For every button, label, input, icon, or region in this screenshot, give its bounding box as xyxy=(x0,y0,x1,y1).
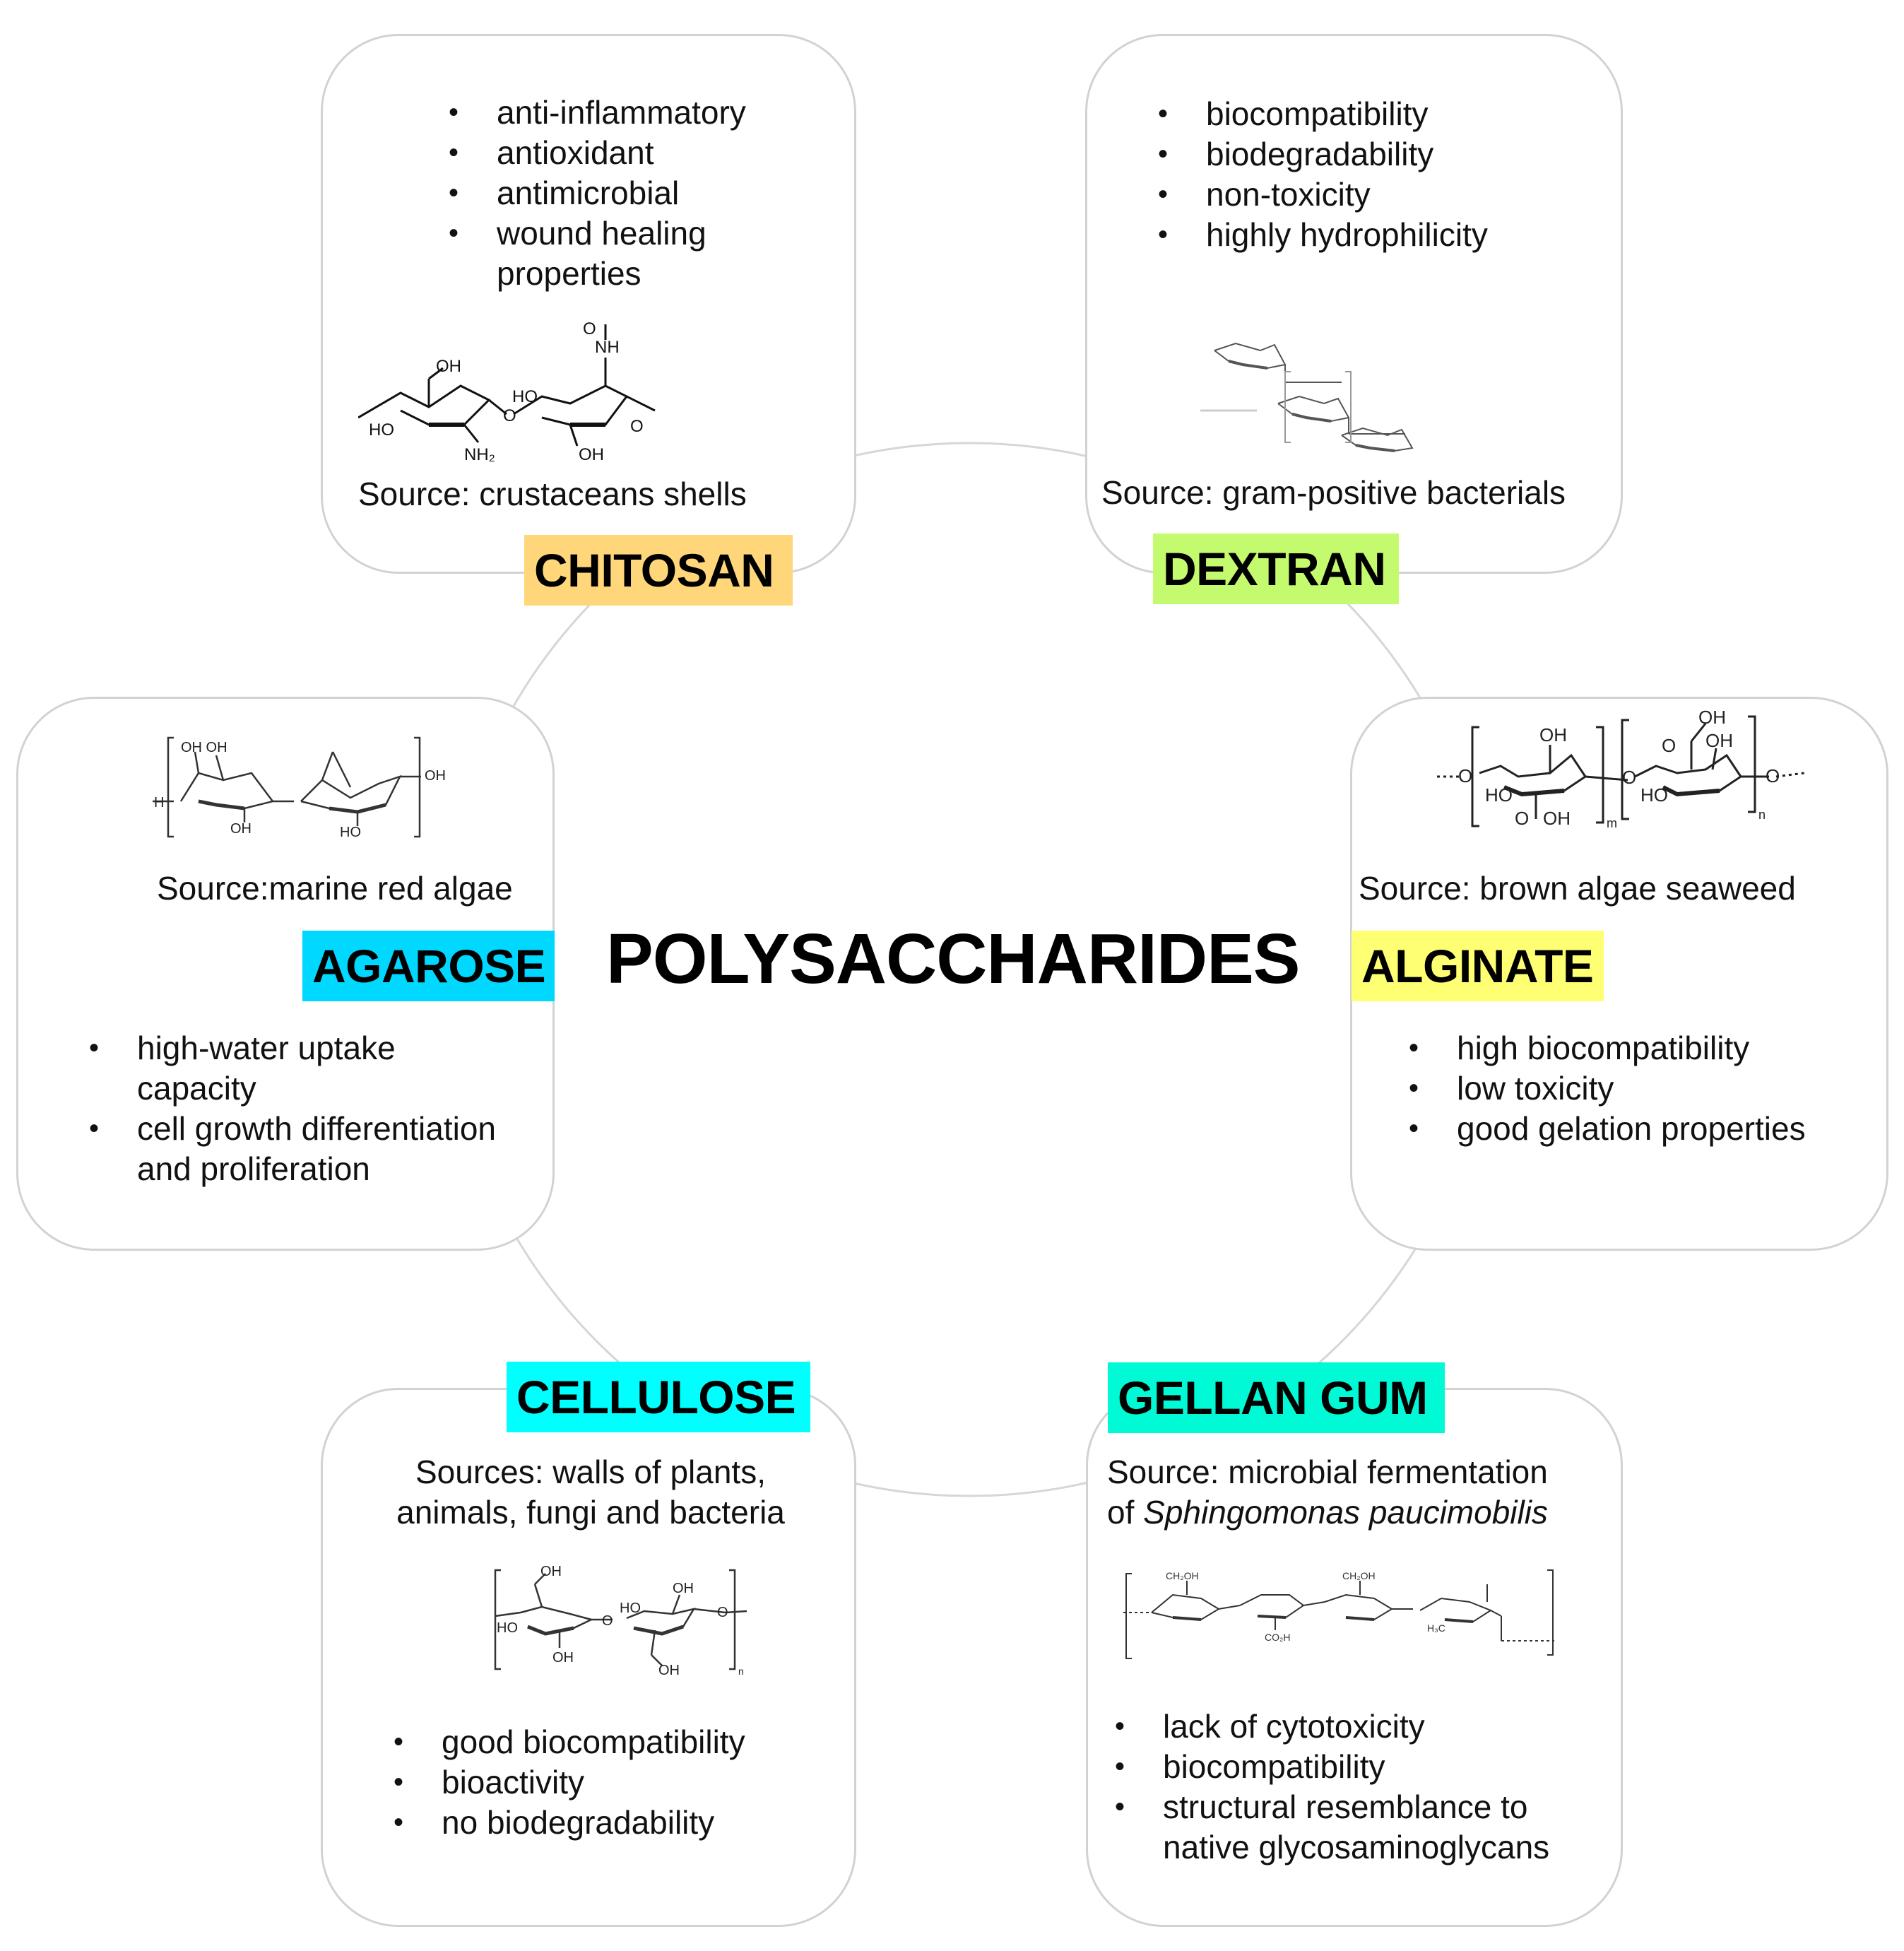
dextran-label[interactable]: DEXTRAN xyxy=(1153,534,1399,604)
alginate-molecule-icon xyxy=(1437,706,1804,830)
chitosan-box xyxy=(321,34,856,574)
property-item: • good biocompatibility xyxy=(394,1722,832,1762)
svg-text:HO: HO xyxy=(340,825,361,840)
property-item: • high-water uptake capacity xyxy=(89,1028,420,1109)
chitosan-molecule-icon xyxy=(358,319,662,467)
svg-text:OH: OH xyxy=(658,1663,680,1676)
svg-text:H: H xyxy=(154,795,165,811)
property-item: • good gelation properties xyxy=(1409,1109,1875,1149)
property-item: • biocompatibility xyxy=(1115,1747,1609,1787)
svg-text:CO₂H: CO₂H xyxy=(1265,1632,1291,1643)
dextran-properties xyxy=(1158,94,1582,255)
svg-text:O: O xyxy=(1622,767,1637,788)
property-item: • antioxidant xyxy=(449,133,830,173)
svg-text:m: m xyxy=(1607,816,1617,830)
property-item: • biocompatibility xyxy=(1158,94,1582,134)
svg-text:O: O xyxy=(630,417,644,436)
property-item: • non-toxicity xyxy=(1158,175,1582,215)
svg-text:OH: OH xyxy=(436,357,461,376)
svg-text:O: O xyxy=(503,406,516,425)
property-item: • high biocompatibility xyxy=(1409,1028,1875,1068)
cellulose-source-line1: Sources: walls of plants, xyxy=(415,1454,766,1490)
agarose-label[interactable]: AGAROSE xyxy=(302,931,555,1001)
property-item: • biodegradability xyxy=(1158,134,1582,175)
chitosan-source: Source: crustaceans shells xyxy=(358,476,747,512)
dextran-source: Source: gram-positive bacterials xyxy=(1101,474,1566,511)
svg-text:HO: HO xyxy=(369,420,394,440)
svg-text:OH: OH xyxy=(1698,707,1726,728)
svg-text:O: O xyxy=(1766,765,1780,786)
svg-text:OH: OH xyxy=(230,821,252,837)
gellan-gum-box xyxy=(1086,1388,1623,1927)
svg-text:OH: OH xyxy=(425,768,446,784)
gellan-gum-species: Sphingomonas paucimobilis xyxy=(1143,1494,1548,1531)
svg-text:O: O xyxy=(583,319,596,338)
alginate-source: Source: brown algae seaweed xyxy=(1359,870,1796,907)
cellulose-properties xyxy=(394,1722,832,1843)
svg-text:OH: OH xyxy=(540,1564,562,1579)
dextran-molecule-icon xyxy=(1200,322,1497,456)
svg-text:O: O xyxy=(1458,765,1473,786)
svg-text:n: n xyxy=(1758,808,1766,822)
chitosan-label[interactable]: CHITOSAN xyxy=(524,535,793,606)
svg-text:n: n xyxy=(738,1666,744,1676)
svg-text:OH: OH xyxy=(552,1650,574,1666)
chitosan-properties xyxy=(449,93,830,294)
property-item: • anti-inflammatory xyxy=(449,93,830,133)
property-item: • lack of cytotoxicity xyxy=(1115,1707,1609,1747)
property-item: • wound healing properties xyxy=(449,213,730,294)
agarose-molecule-icon xyxy=(153,731,456,844)
svg-text:HO: HO xyxy=(1485,784,1513,806)
svg-text:HO: HO xyxy=(497,1620,518,1636)
property-item: • no biodegradability xyxy=(394,1803,832,1843)
svg-text:OH OH: OH OH xyxy=(181,740,227,755)
svg-text:OH: OH xyxy=(579,445,604,464)
svg-text:O: O xyxy=(717,1605,728,1620)
svg-text:OH: OH xyxy=(1539,724,1567,745)
gellan-gum-source-prefix: of xyxy=(1107,1494,1144,1531)
gellan-gum-source-line1: Source: microbial fermentation xyxy=(1107,1454,1548,1490)
svg-text:OH: OH xyxy=(1543,808,1571,829)
svg-text:O: O xyxy=(1662,735,1677,756)
agarose-source: Source:marine red algae xyxy=(157,870,513,907)
gellan-gum-source-line2 xyxy=(1107,1492,1548,1533)
svg-text:OH: OH xyxy=(673,1581,694,1596)
dextran-box xyxy=(1085,34,1623,574)
gellan-gum-label[interactable]: GELLAN GUM xyxy=(1108,1362,1445,1433)
svg-text:CH₂OH: CH₂OH xyxy=(1342,1570,1376,1581)
property-item: • bioactivity xyxy=(394,1762,832,1803)
cellulose-source-line2: animals, fungi and bacteria xyxy=(396,1494,785,1531)
property-item: • structural resemblance to native glycosaminoglycans xyxy=(1115,1787,1587,1868)
agarose-properties xyxy=(89,1028,534,1189)
alginate-properties xyxy=(1409,1028,1875,1149)
svg-text:O: O xyxy=(602,1613,613,1629)
property-item: • low toxicity xyxy=(1409,1068,1875,1109)
svg-text:HO: HO xyxy=(620,1601,641,1616)
gellan-gum-molecule-icon xyxy=(1123,1567,1568,1666)
diagram-title: POLYSACCHARIDES xyxy=(606,919,1300,998)
svg-text:H₃C: H₃C xyxy=(1427,1622,1445,1634)
svg-text:CH₂OH: CH₂OH xyxy=(1166,1570,1199,1581)
svg-text:HO: HO xyxy=(512,387,538,406)
svg-text:HO: HO xyxy=(1640,784,1668,806)
svg-text:O: O xyxy=(1515,808,1530,829)
cellulose-source xyxy=(323,1452,858,1533)
property-item: • cell growth differentiation and proliferation xyxy=(89,1109,533,1189)
alginate-label[interactable]: ALGINATE xyxy=(1352,931,1604,1001)
svg-text:OH: OH xyxy=(1705,730,1733,751)
svg-text:NH: NH xyxy=(595,338,620,357)
gellan-gum-properties xyxy=(1115,1707,1609,1868)
svg-text:NH₂: NH₂ xyxy=(464,445,495,464)
cellulose-molecule-icon xyxy=(492,1563,761,1676)
cellulose-label[interactable]: CELLULOSE xyxy=(507,1362,810,1432)
cellulose-box xyxy=(321,1388,856,1927)
property-item: • antimicrobial xyxy=(449,173,830,213)
gellan-gum-source xyxy=(1107,1452,1548,1533)
property-item: • highly hydrophilicity xyxy=(1158,215,1582,255)
